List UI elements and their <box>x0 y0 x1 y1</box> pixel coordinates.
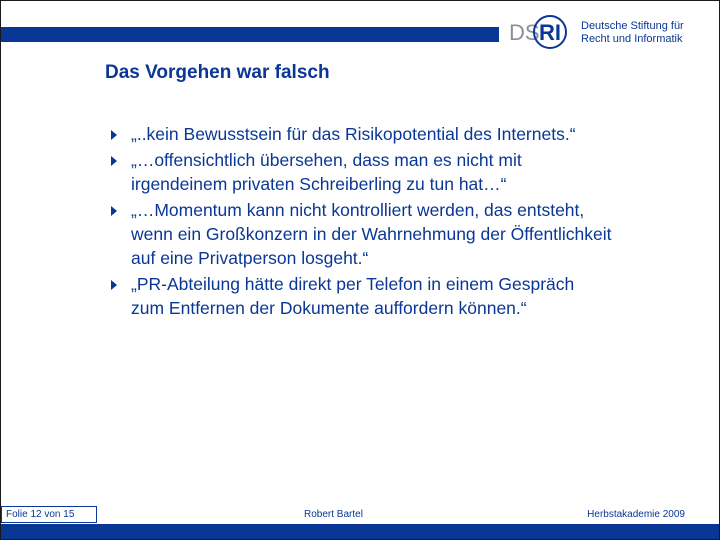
bullet-item <box>109 122 709 146</box>
bullet-text-line: „..kein Bewusstsein für das Risikopotential des Internets.“ <box>131 124 576 144</box>
triangle-bullet-icon <box>111 280 117 290</box>
dsri-logo <box>509 14 717 54</box>
bullet-item <box>109 272 709 320</box>
triangle-bullet-icon <box>111 156 117 166</box>
triangle-bullet-icon <box>111 206 117 216</box>
logo-org-line-2: Recht und Informatik <box>581 33 683 45</box>
slide-footer <box>1 506 719 526</box>
footer-author: Robert Bartel <box>304 509 363 520</box>
bullet-list <box>109 122 709 322</box>
header-bar <box>1 27 499 42</box>
bullet-text-line: irgendeinem privaten Schreiberling zu tun hat…“ <box>131 174 507 194</box>
footer-event: Herbstakademie 2009 <box>587 509 685 520</box>
bullet-text-line: wenn ein Großkonzern in der Wahrnehmung der Öffentlichkeit <box>131 224 612 244</box>
bullet-text-line: zum Entfernen der Dokumente auffordern können.“ <box>131 298 527 318</box>
logo-ds-text: DS <box>509 20 540 45</box>
bullet-item <box>109 198 709 270</box>
slide-title: Das Vorgehen war falsch <box>105 62 330 83</box>
bullet-text-line: „…Momentum kann nicht kontrolliert werden, das entsteht, <box>131 200 585 220</box>
footer-bar <box>1 524 719 539</box>
bullet-text-line: auf eine Privatperson losgeht.“ <box>131 248 369 268</box>
triangle-bullet-icon <box>111 130 117 140</box>
bullet-item <box>109 148 709 196</box>
bullet-text-line: „…offensichtlich übersehen, dass man es nicht mit <box>131 150 522 170</box>
logo-org-name <box>581 20 684 46</box>
logo-ri-text: RI <box>539 20 561 45</box>
logo-org-line-1: Deutsche Stiftung für <box>581 20 684 32</box>
slide-counter: Folie 12 von 15 <box>1 506 97 523</box>
bullet-text-line: „PR-Abteilung hätte direkt per Telefon in einem Gespräch <box>131 274 575 294</box>
